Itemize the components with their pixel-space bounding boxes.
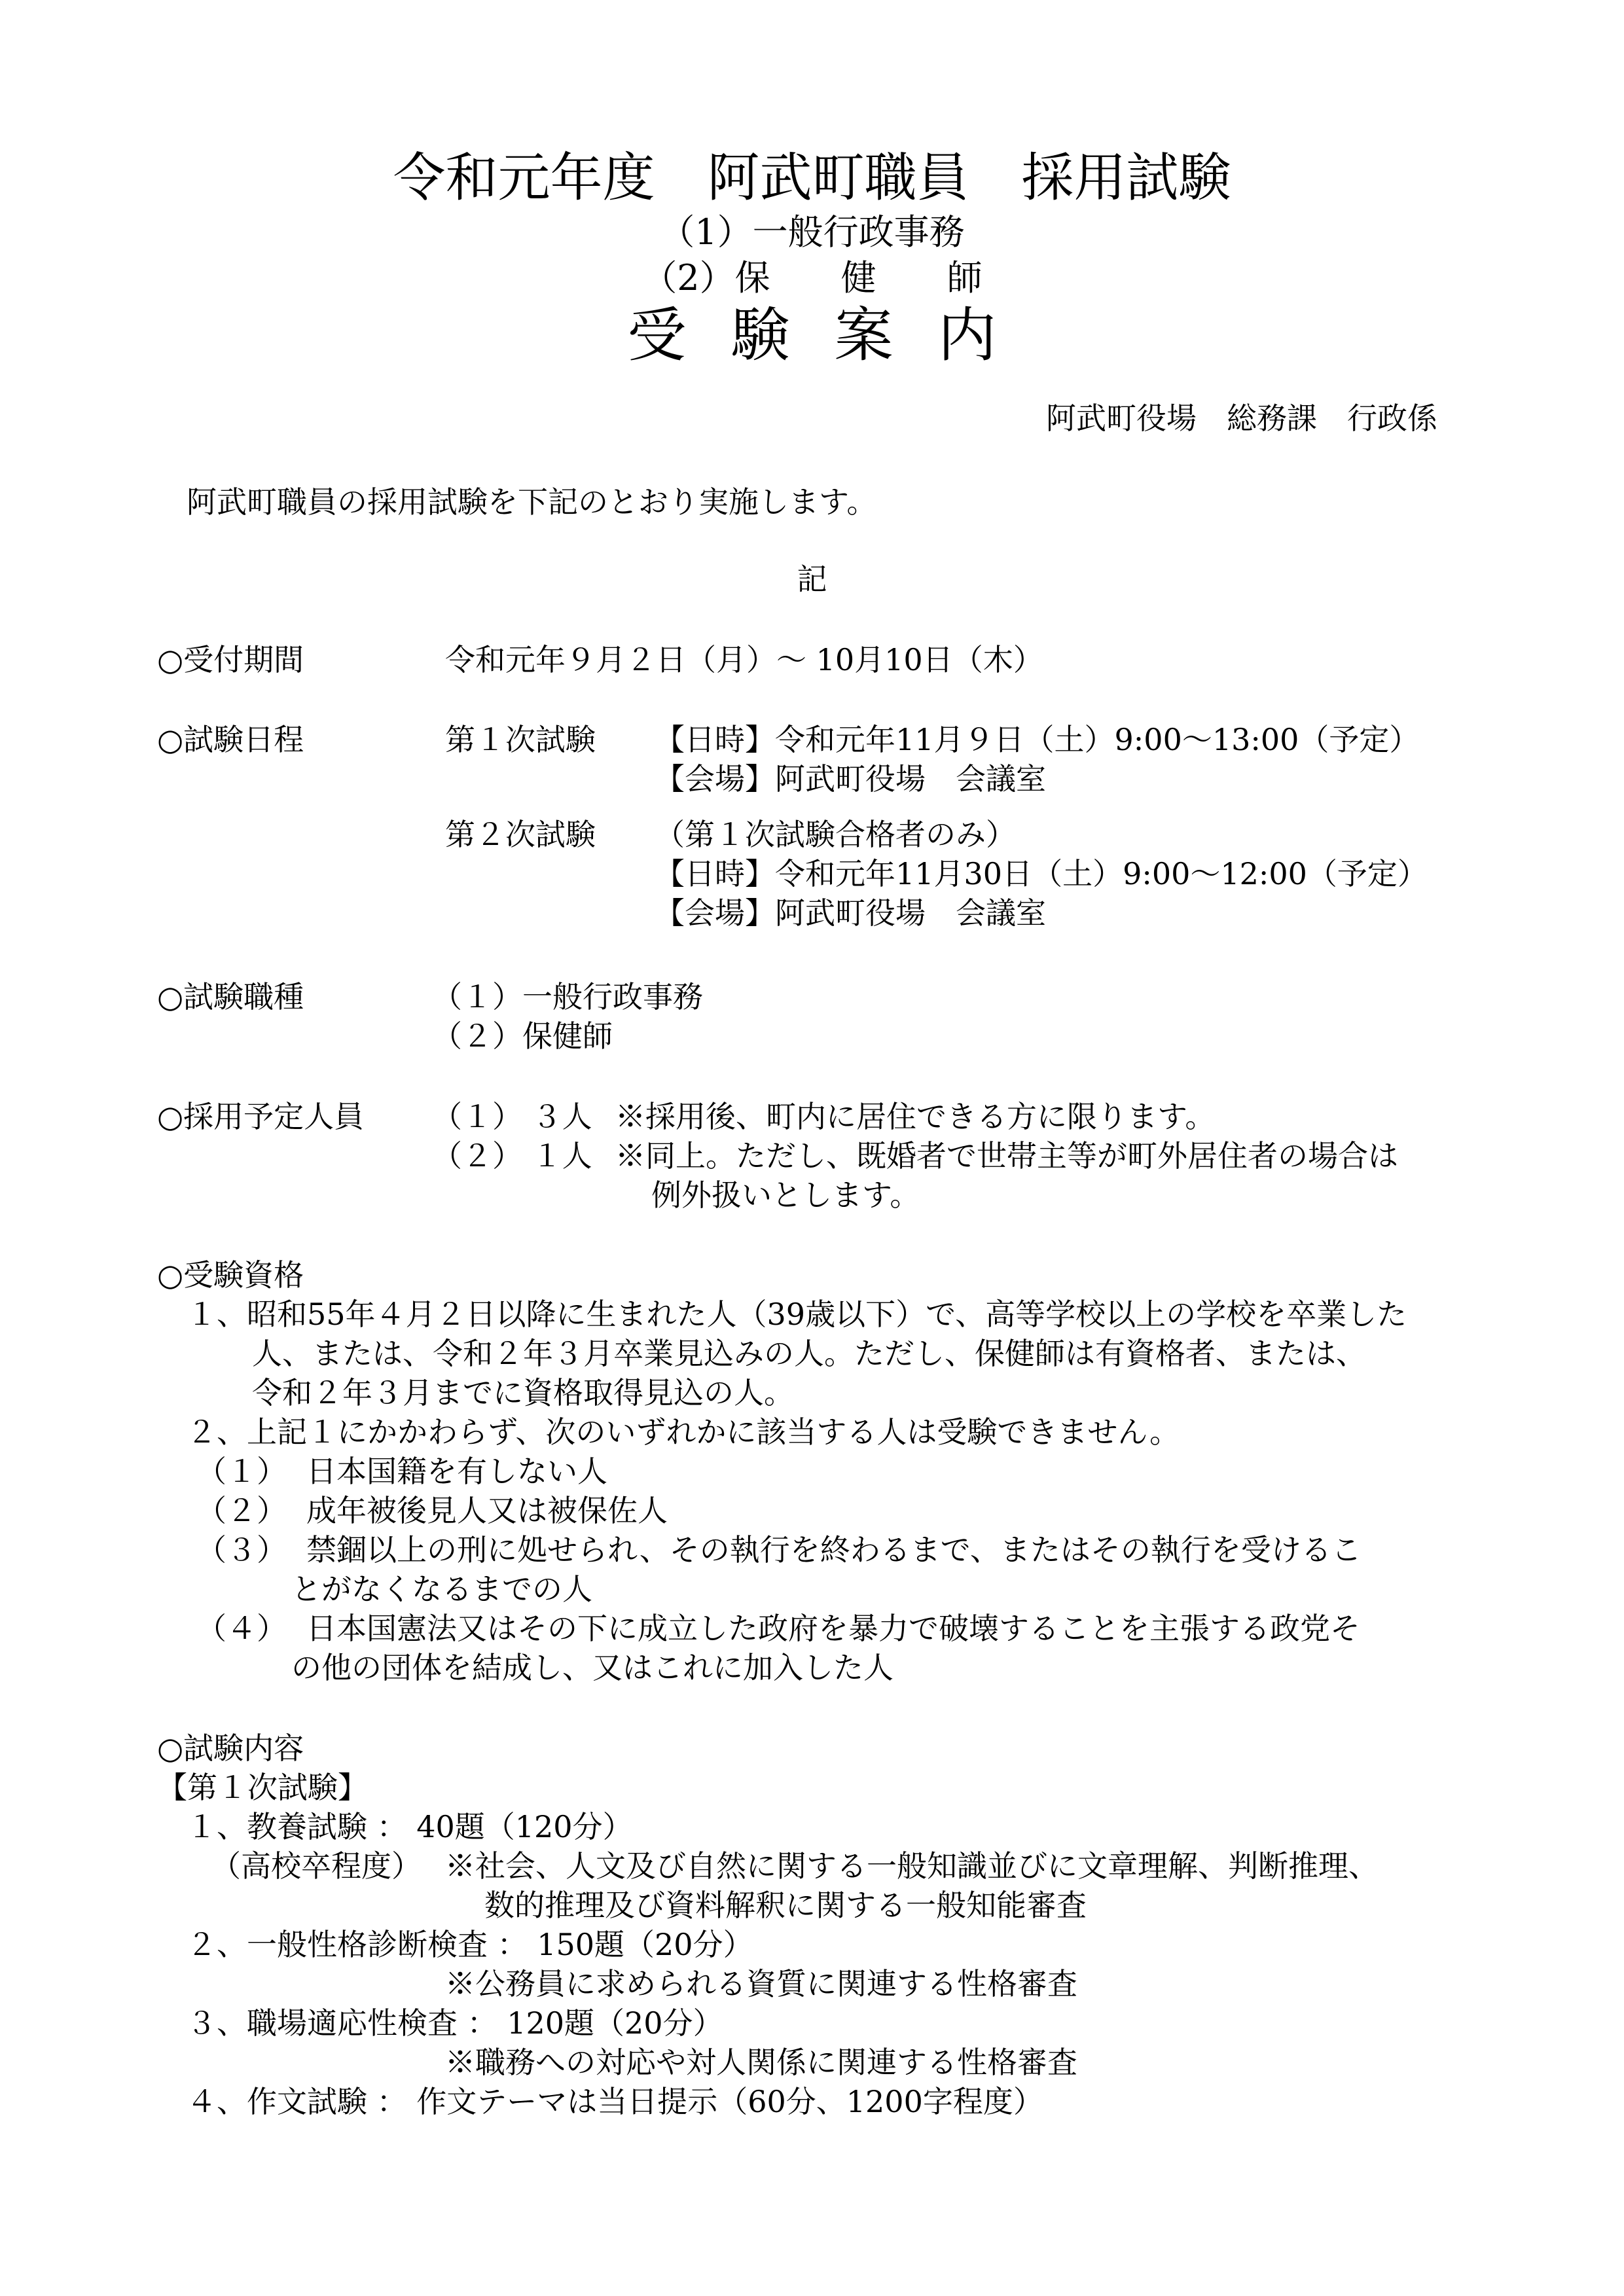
exam-1-note-line2: 数的推理及び資料解釈に関する一般知能審査 bbox=[484, 1888, 1087, 1923]
reception-label: ○受付期間 bbox=[157, 642, 304, 677]
qualification-p2: ２、上記１にかかわらず、次のいずれかに該当する人は受験できません。 bbox=[187, 1414, 1180, 1450]
reception-value: 令和元年９月２日（月）～ 10月10日（木） bbox=[445, 642, 1043, 677]
hiring-row-2-count: （２） １人 bbox=[432, 1138, 592, 1174]
content-first-header: 【第１次試験】 bbox=[157, 1770, 368, 1805]
qualification-p1-line3: 令和２年３月までに資格取得見込の人。 bbox=[252, 1375, 794, 1410]
disqualification-4-num: （４） bbox=[196, 1611, 287, 1646]
hiring-label: ○採用予定人員 bbox=[157, 1099, 365, 1134]
schedule-first-label: 第１次試験 bbox=[445, 722, 596, 757]
schedule-second-venue: 【会場】阿武町役場 会議室 bbox=[655, 895, 1046, 931]
issuer: 阿武町役場 総務課 行政係 bbox=[1046, 401, 1437, 436]
hiring-row-2-note-cont: 例外扱いとします。 bbox=[651, 1177, 920, 1213]
schedule-first-datetime: 【日時】令和元年11月９日（土）9:00～13:00（予定） bbox=[655, 722, 1420, 757]
subtitle-job-1: （1）一般行政事務 bbox=[659, 211, 965, 253]
content-label: ○試験内容 bbox=[157, 1731, 304, 1766]
jobs-label: ○試験職種 bbox=[157, 979, 304, 1014]
jobs-item-2: （２）保健師 bbox=[432, 1018, 613, 1054]
disqualification-3-line1: 禁錮以上の刑に処せられ、その執行を終わるまで、またはその執行を受けるこ bbox=[306, 1532, 1362, 1568]
qualification-label: ○受験資格 bbox=[157, 1257, 304, 1293]
schedule-label: ○試験日程 bbox=[157, 722, 304, 757]
disqualification-4-line2: の他の団体を結成し、又はこれに加入した人 bbox=[291, 1650, 893, 1685]
schedule-second-datetime: 【日時】令和元年11月30日（土）9:00～12:00（予定） bbox=[655, 856, 1428, 891]
schedule-second-label: 第２次試験 bbox=[445, 817, 596, 852]
subtitle-job-2: （2）保 健 師 bbox=[641, 257, 983, 298]
exam-4: ４、作文試験 ： 作文テーマは当日提示（60分、1200字程度） bbox=[187, 2084, 1043, 2119]
disqualification-3-num: （３） bbox=[196, 1532, 287, 1568]
exam-2: ２、一般性格診断検査 ： 150題（20分） bbox=[187, 1927, 753, 1962]
disqualification-1-num: （１） bbox=[196, 1454, 287, 1489]
ki-marker: 記 bbox=[797, 562, 827, 597]
qualification-p1-line2: 人、または、令和２年３月卒業見込みの人。ただし、保健師は有資格者、または、 bbox=[252, 1336, 1366, 1371]
schedule-first-venue: 【会場】阿武町役場 会議室 bbox=[655, 761, 1046, 797]
exam-1: １、教養試験 ： 40題（120分） bbox=[187, 1809, 633, 1844]
disqualification-4-line1: 日本国憲法又はその下に成立した政府を暴力で破壊することを主張する政党そ bbox=[306, 1611, 1360, 1646]
disqualification-3-line2: とがなくなるまでの人 bbox=[291, 1571, 592, 1607]
disqualification-2-text: 成年被後見人又は被保佐人 bbox=[306, 1493, 668, 1528]
jobs-item-1: （１）一般行政事務 bbox=[432, 979, 703, 1014]
exam-1-note-line1: ※社会、人文及び自然に関する一般知識並びに文章理解、判断推理、 bbox=[445, 1848, 1379, 1884]
disqualification-2-num: （２） bbox=[196, 1493, 287, 1528]
exam-1-level: （高校卒程度） bbox=[211, 1848, 422, 1884]
exam-3: ３、職場適応性検査 ： 120題（20分） bbox=[187, 2005, 723, 2041]
hiring-row-1-count: （１） ３人 bbox=[432, 1099, 592, 1134]
schedule-second-note: （第１次試験合格者のみ） bbox=[655, 817, 1016, 852]
document-title: 令和元年度 阿武町職員 採用試験 bbox=[393, 147, 1231, 208]
qualification-p1-line1: １、昭和55年４月２日以降に生まれた人（39歳以下）で、高等学校以上の学校を卒業した bbox=[187, 1297, 1407, 1332]
main-heading: 受験案内 bbox=[627, 301, 1041, 370]
disqualification-1-text: 日本国籍を有しない人 bbox=[306, 1454, 607, 1489]
exam-2-note: ※公務員に求められる資質に関連する性格審査 bbox=[445, 1966, 1077, 2001]
hiring-row-1-note: ※採用後、町内に居住できる方に限ります。 bbox=[615, 1099, 1216, 1134]
exam-3-note: ※職務への対応や対人関係に関連する性格審査 bbox=[445, 2045, 1077, 2080]
hiring-row-2-note: ※同上。ただし、既婚者で世帯主等が町外居住者の場合は bbox=[615, 1138, 1398, 1174]
intro-text: 阿武町職員の採用試験を下記のとおり実施します。 bbox=[187, 484, 877, 520]
